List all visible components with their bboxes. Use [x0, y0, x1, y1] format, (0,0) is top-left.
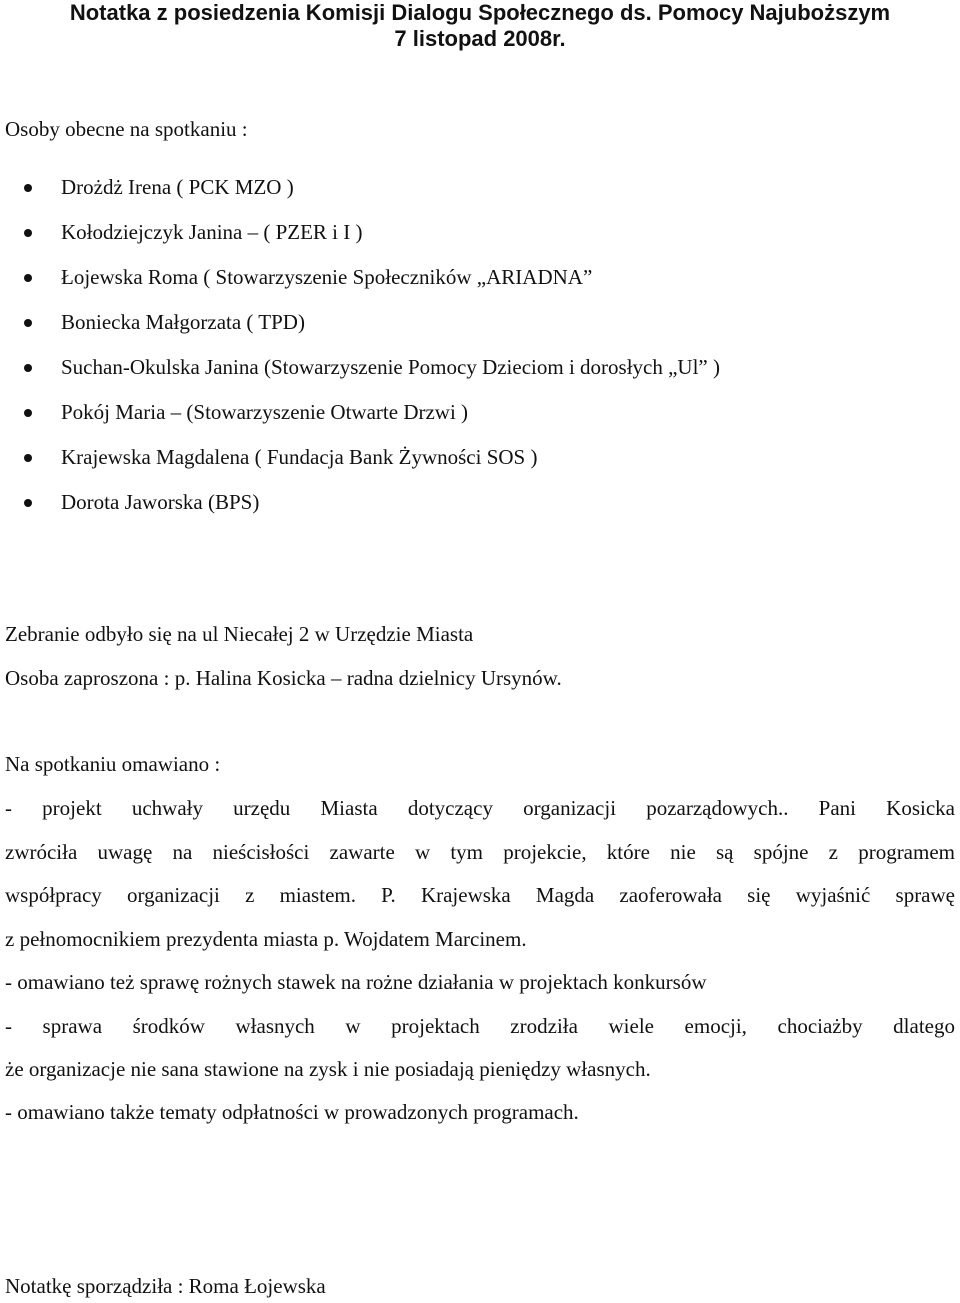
- attendees-heading: Osoby obecne na spotkaniu :: [5, 117, 248, 141]
- body-line: zwróciła uwagę na nieścisłości zawarte w tym projekcie, które nie są spójne z programem: [5, 840, 955, 864]
- attendee-name: Dorota Jaworska (BPS): [61, 490, 260, 514]
- body-line: - sprawa środków własnych w projektach zrodziła wiele emocji, chociażby dlatego: [5, 1014, 955, 1038]
- attendee-name: Krajewska Magdalena ( Fundacja Bank Żywności SOS ): [61, 445, 538, 469]
- body-line: - omawiano także tematy odpłatności w prowadzonych programach.: [5, 1100, 579, 1124]
- document-title: Notatka z posiedzenia Komisji Dialogu Społecznego ds. Pomocy Najuboższym: [69, 0, 891, 25]
- discussed-heading: Na spotkaniu omawiano :: [5, 752, 221, 776]
- bullet-icon: [24, 319, 32, 327]
- invited-person: Osoba zaproszona : p. Halina Kosicka – radna dzielnicy Ursynów.: [5, 666, 562, 690]
- bullet-icon: [24, 364, 32, 372]
- body-line: że organizacje nie sana stawione na zysk i nie posiadają pieniędzy własnych.: [5, 1057, 651, 1081]
- bullet-icon: [24, 409, 32, 417]
- attendee-name: Kołodziejczyk Janina – ( PZER i I ): [61, 220, 363, 244]
- document-date: 7 listopad 2008r.: [394, 26, 566, 51]
- document-footer: Notatkę sporządziła : Roma Łojewska: [5, 1274, 326, 1298]
- attendee-name: Boniecka Małgorzata ( TPD): [61, 310, 305, 334]
- attendee-name: Drożdż Irena ( PCK MZO ): [61, 175, 294, 199]
- attendee-name: Łojewska Roma ( Stowarzyszenie Społeczników „ARIADNA”: [61, 265, 593, 289]
- attendee-name: Suchan-Okulska Janina (Stowarzyszenie Pomocy Dzieciom i dorosłych „Ul” ): [61, 355, 720, 379]
- bullet-icon: [24, 184, 32, 192]
- bullet-icon: [24, 454, 32, 462]
- body-line: - projekt uchwały urzędu Miasta dotyczący organizacji pozarządowych.. Pani Kosicka: [5, 796, 955, 820]
- attendee-name: Pokój Maria – (Stowarzyszenie Otwarte Drzwi ): [61, 400, 469, 424]
- body-line: z pełnomocnikiem prezydenta miasta p. Wojdatem Marcinem.: [5, 927, 527, 951]
- bullet-icon: [24, 274, 32, 282]
- body-line: - omawiano też sprawę rożnych stawek na rożne działania w projektach konkursów: [5, 970, 707, 994]
- bullet-icon: [24, 499, 32, 507]
- body-line: współpracy organizacji z miastem. P. Krajewska Magda zaoferowała się wyjaśnić sprawę: [5, 883, 955, 907]
- meeting-location: Zebranie odbyło się na ul Niecałej 2 w Urzędzie Miasta: [5, 622, 474, 646]
- bullet-icon: [24, 229, 32, 237]
